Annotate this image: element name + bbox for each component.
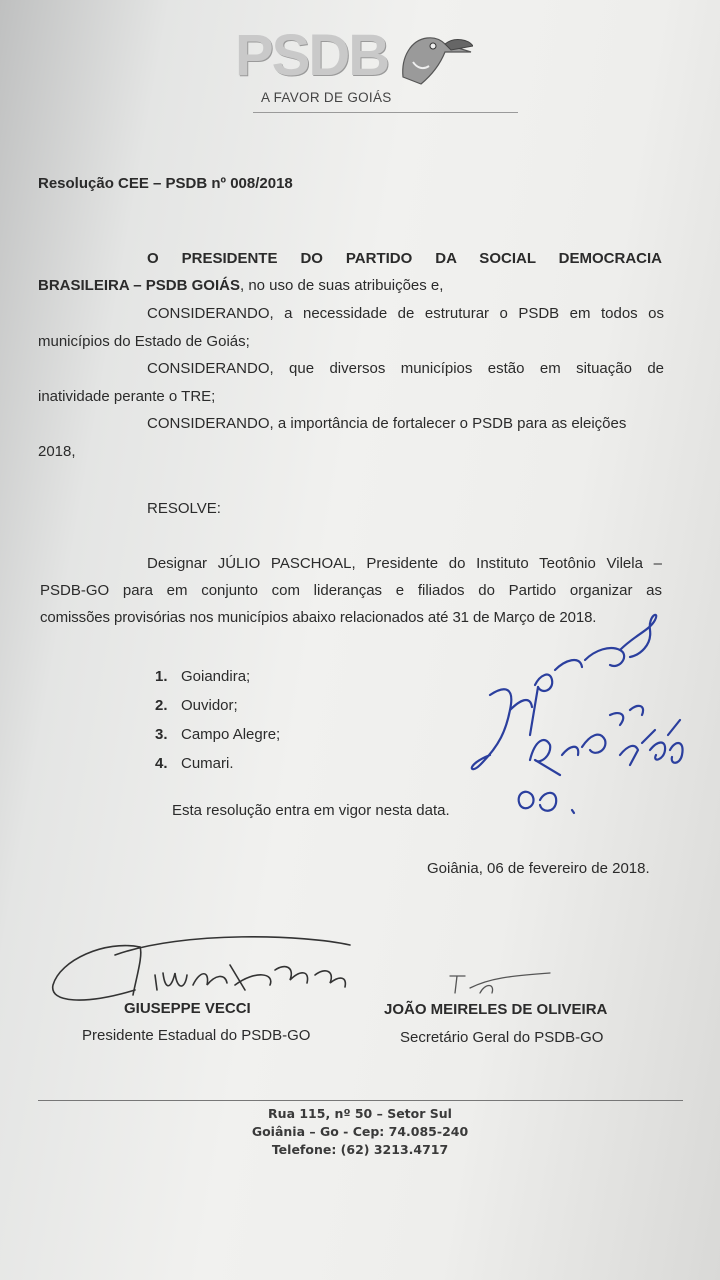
footer-city-cep: Goiânia – Go - Cep: 74.085-240 <box>251 1124 469 1139</box>
logo-wordmark: PSDB <box>235 23 389 88</box>
effective-statement: Esta resolução entra em vigor nesta data. <box>172 802 450 819</box>
considerando-1-line-1: CONSIDERANDO, a necessidade de estruturar o PSDB em todos os <box>147 305 664 322</box>
list-item: 1. Goiandira; <box>155 668 251 685</box>
list-item: 2. Ouvidor; <box>155 697 238 714</box>
intro-party-name: BRASILEIRA – PSDB GOIÁS <box>38 277 240 294</box>
logo-tagline: A FAVOR DE GOIÁS <box>261 90 392 105</box>
footer-divider <box>38 1100 683 1101</box>
handwritten-receipt-note <box>470 615 690 835</box>
signer-left-role: Presidente Estadual do PSDB-GO <box>82 1027 311 1044</box>
list-item: 4. Cumari. <box>155 755 234 772</box>
considerando-3-line-1: CONSIDERANDO, a importância de fortalecer o PSDB para as eleições <box>147 415 627 432</box>
intro-rest: , no uso de suas atribuições e, <box>239 277 444 294</box>
considerando-2-line-1: CONSIDERANDO, que diversos municípios estão em situação de <box>147 360 664 377</box>
municipality-list <box>155 662 280 778</box>
designation-line-2: PSDB-GO para em conjunto com lideranças e filiados do Partido organizar as <box>40 582 662 599</box>
considerando-1-line-2: municípios do Estado de Goiás; <box>38 333 250 350</box>
intro-line-2 <box>38 272 443 299</box>
signature-joao-meireles <box>440 968 560 1003</box>
designation-line-1: Designar JÚLIO PASCHOAL, Presidente do Instituto Teotônio Vilela – <box>147 555 662 572</box>
signer-right-name: JOÃO MEIRELES DE OLIVEIRA <box>384 1001 608 1018</box>
resolution-title: Resolução CEE – PSDB nº 008/2018 <box>38 175 293 192</box>
signature-giuseppe-vecci <box>45 935 355 1010</box>
considerando-2-line-2: inatividade perante o TRE; <box>38 388 216 405</box>
footer-phone: Telefone: (62) 3213.4717 <box>271 1142 449 1157</box>
logo-underline <box>253 112 518 113</box>
signer-right-role: Secretário Geral do PSDB-GO <box>400 1029 604 1046</box>
psdb-logo <box>235 22 525 122</box>
footer-address: Rua 115, nº 50 – Setor Sul <box>268 1106 452 1121</box>
designation-line-3: comissões provisórias nos municípios abaixo relacionados até 31 de Março de 2018. <box>40 609 597 626</box>
place-date: Goiânia, 06 de fevereiro de 2018. <box>427 860 650 877</box>
toucan-icon <box>393 22 473 92</box>
intro-line-1: O PRESIDENTE DO PARTIDO DA SOCIAL DEMOCRACIA <box>147 250 662 267</box>
resolve-heading: RESOLVE: <box>147 500 221 517</box>
signer-left-name: GIUSEPPE VECCI <box>124 1000 251 1017</box>
considerando-3-line-2: 2018, <box>38 443 76 460</box>
list-item: 3. Campo Alegre; <box>155 726 281 743</box>
